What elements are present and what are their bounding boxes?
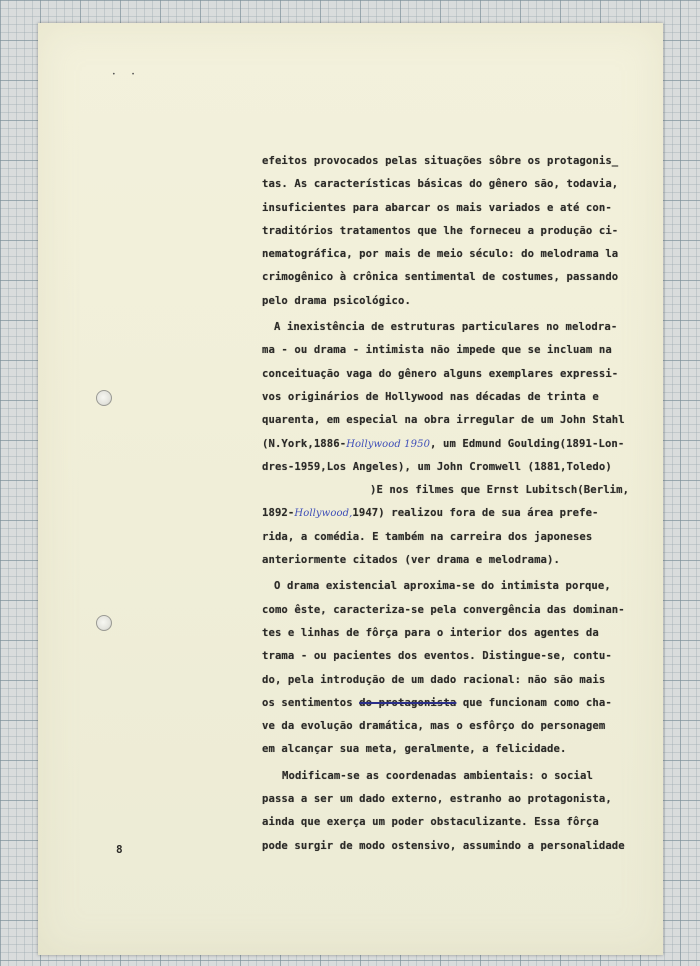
struck-text: do protagonista xyxy=(359,696,457,709)
text-line: passa a ser um dado externo, estranho ao protagonista, xyxy=(262,793,612,806)
typed-text-block xyxy=(262,150,642,858)
text-line: efeitos provocados pelas situações sôbre os protagonis_ xyxy=(262,155,619,167)
paragraph-start: Modificam-se as coordenadas ambientais: o social xyxy=(282,769,593,782)
text-line: ma - ou drama - intimista não impede que se incluam na xyxy=(262,344,612,357)
text-line: nematográfica, por mais de meio século: do melodrama la xyxy=(262,248,619,261)
text-line: crimogênico à crônica sentimental de costumes, passando xyxy=(262,271,619,284)
text-line: tes e linhas de fôrça para o interior dos agentes da xyxy=(262,626,599,639)
text-line: do, pela introdução de um dado racional: não são mais xyxy=(262,673,606,686)
text-line: pode surgir de modo ostensivo, assumindo a personalidade xyxy=(262,839,625,852)
text-line: rida, a comédia. E também na carreira dos japoneses xyxy=(262,530,593,543)
handwritten-annotation: Hollywood 1950 xyxy=(346,438,431,450)
typed-segment: 1947) realizou fora de sua área prefe- xyxy=(352,507,599,520)
typed-segment: que funcionam como cha- xyxy=(456,696,612,709)
text-line: em alcançar sua meta, geralmente, a felicidade. xyxy=(262,743,567,756)
text-line: anteriormente citados (ver drama e melodrama). xyxy=(262,554,560,567)
text-line: ainda que exerça um poder obstaculizante. Essa fôrça xyxy=(262,816,599,829)
text-line: insuficientes para abarcar os mais variados e até con- xyxy=(262,201,612,214)
text-line: ve da evolução dramática, mas o esfôrço do personagem xyxy=(262,720,606,733)
text-line-with-annotation xyxy=(262,433,642,456)
paragraph-start: A inexistência de estruturas particulares no melodra- xyxy=(274,321,618,334)
typed-segment: 1892- xyxy=(262,507,295,520)
text-line: )E nos filmes que Ernst Lubitsch(Berlim, xyxy=(370,484,630,497)
text-line: vos originários de Hollywood nas décadas de trinta e xyxy=(262,390,599,403)
text-line: tas. As características básicas do gênero são, todavia, xyxy=(262,178,619,191)
punch-hole-top xyxy=(96,390,112,406)
typed-segment: os sentimentos xyxy=(262,696,360,709)
text-line-with-annotation xyxy=(262,502,642,525)
text-line: trama - ou pacientes dos eventos. Distingue-se, contu- xyxy=(262,650,612,663)
paragraph-start: O drama existencial aproxima-se do intimista porque, xyxy=(274,580,611,593)
text-line: dres-1959,Los Angeles), um John Cromwell (1881,Toledo) xyxy=(262,460,612,473)
text-line: pelo drama psicológico. xyxy=(262,294,411,307)
text-line: traditórios tratamentos que lhe forneceu a produção ci- xyxy=(262,224,619,237)
typed-segment: , um Edmund Goulding(1891-Lon- xyxy=(430,437,625,450)
text-line: quarenta, em especial na obra irregular de um John Stahl xyxy=(262,414,625,427)
text-line-with-strikethrough xyxy=(262,692,642,715)
handwritten-annotation: Hollywood, xyxy=(294,508,353,520)
page-number: 8 xyxy=(116,843,123,856)
text-line: conceituação vaga do gênero alguns exemplares expressi- xyxy=(262,367,619,380)
typed-segment: (N.York,1886- xyxy=(262,437,347,450)
paper-specks: • • xyxy=(112,71,141,78)
text-line: como êste, caracteriza-se pela convergência das dominan- xyxy=(262,603,625,616)
punch-hole-bottom xyxy=(96,615,112,631)
